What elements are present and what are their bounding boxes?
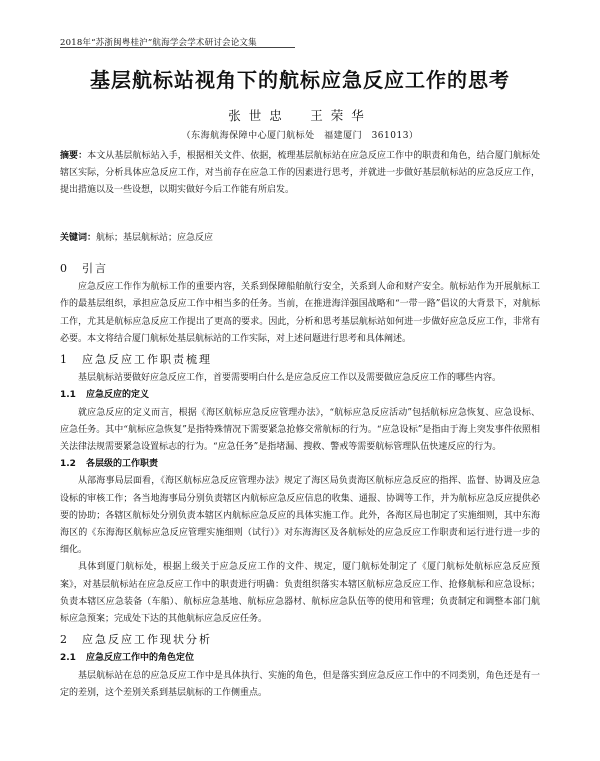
keywords-text: 航标；基层航标站；应急反应 [96, 233, 214, 243]
section-heading-1: 1 应急反应工作职责梳理 [60, 353, 212, 367]
abstract-text: 本文从基层航标站入手，根据相关文件、依据，梳理基层航标站在应急反应工作中的职责和角色，结合厦门航标处辖区实际，分析具体应急反应工作，对当前存在应急工作的因素进行思考，并就进一步做好基层航标站的应急反应工作，提出措施以及一些设想，以期实做好今后工作能有所启发。 [60, 151, 540, 195]
keywords-label: 关键词： [60, 233, 97, 243]
running-header: 2018年“苏浙闽粤桂沪”航海学会学术研讨会论文集 [60, 38, 257, 48]
abstract-label: 摘要： [60, 151, 88, 161]
paragraph: 基层航标站要做好应急反应工作，首要需要明白什么是应急反应工作以及需要做应急反应工作的哪些内容。 [78, 373, 502, 384]
paragraph: 从部海事局层面看，《海区航标应急反应管理办法》规定了海区局负责海区航标应急反应的指挥、监督、协调及应急设标的审核工作；各当地海事局分别负责辖区内航标应急反应信息的收集、通报、协调等工作，并为航标应急反应提供必要的协助；各辖区航标处分别负责本辖区内航标应急反应的具体实施工作。此外，各海区局也制定了实施细则，其中东海海区的《东海海区航标应急反应管理实施细则（试行）》对东海海区及各航标处的应急反应工作职责和运行进行进一步的细化。 [60, 476, 540, 556]
keywords [60, 230, 540, 247]
abstract [60, 148, 540, 199]
header-rule [60, 47, 295, 48]
affiliation: （东海航海保障中心厦门航标处 福建厦门 361013） [181, 131, 419, 141]
paragraph: 基层航标站在总的应急反应工作中是具体执行、实施的角色，但是落实到应急反应工作中的不同类别，角色还是有一定的差别，这个差别关系到基层航标的工作侧重点。 [60, 670, 540, 698]
body-text [60, 257, 540, 702]
subsection-heading-1-2: 1.2 各层级的工作职责 [60, 459, 159, 470]
section-heading-0: 0 引言 [60, 262, 108, 275]
subsection-heading-2-1: 2.1 应急反应工作中的角色定位 [60, 653, 195, 664]
authors: 张世忠 王荣华 [228, 108, 372, 123]
paragraph: 应急反应工作作为航标工作的重要内容，关系到保障船舶航行安全，关系到人命和财产安全。航标站作为开展航标工作的最基层组织，承担应急反应工作中相当多的任务。当前，在推进海洋强国战略和“一带一路”倡议的大背景下，对航标工作，尤其是航标应急反应工作提出了更高的要求。因此，分析和思考基层航标站如何进一步做好应急反应工作，非常有必要。本文将结合厦门航标处基层航标站的工作实际，对上述问题进行思考和具体阐述。 [60, 282, 540, 344]
section-heading-2: 2 应急反应工作现状分析 [60, 633, 212, 647]
paragraph: 具体到厦门航标处，根据上级关于应急反应工作的文件、规定，厦门航标处制定了《厦门航标处航标应急反应预案》，对基层航标站在应急反应工作中的职责进行明确：负责组织落实本辖区航标应急反应工作、抢修航标和应急设标；负责本辖区应急装备（车船）、航标应急基地、航标应急器材、航标应急队伍等的使用和管理；负责制定和调整本部门航标应急预案；完成处下达的其他航标应急反应任务。 [60, 562, 540, 625]
subsection-heading-1-1: 1.1 应急反应的定义 [60, 390, 150, 401]
paragraph: 就应急反应的定义而言，根据《海区航标应急反应管理办法》，“航标应急反应活动”包括航标应急恢复、应急设标、应急任务。其中“航标应急恢复”是指特殊情况下需要紧急抢修交常航标的行为。“应急设标”是指由于海上突发事件依照相关法律法规需要紧急设置标志的行为。“应急任务”是指堵漏、搜救、警戒等需要航标管理队伍快速反应的行为。 [60, 407, 540, 453]
paper-title: 基层航标站视角下的航标应急反应工作的思考 [90, 68, 510, 92]
